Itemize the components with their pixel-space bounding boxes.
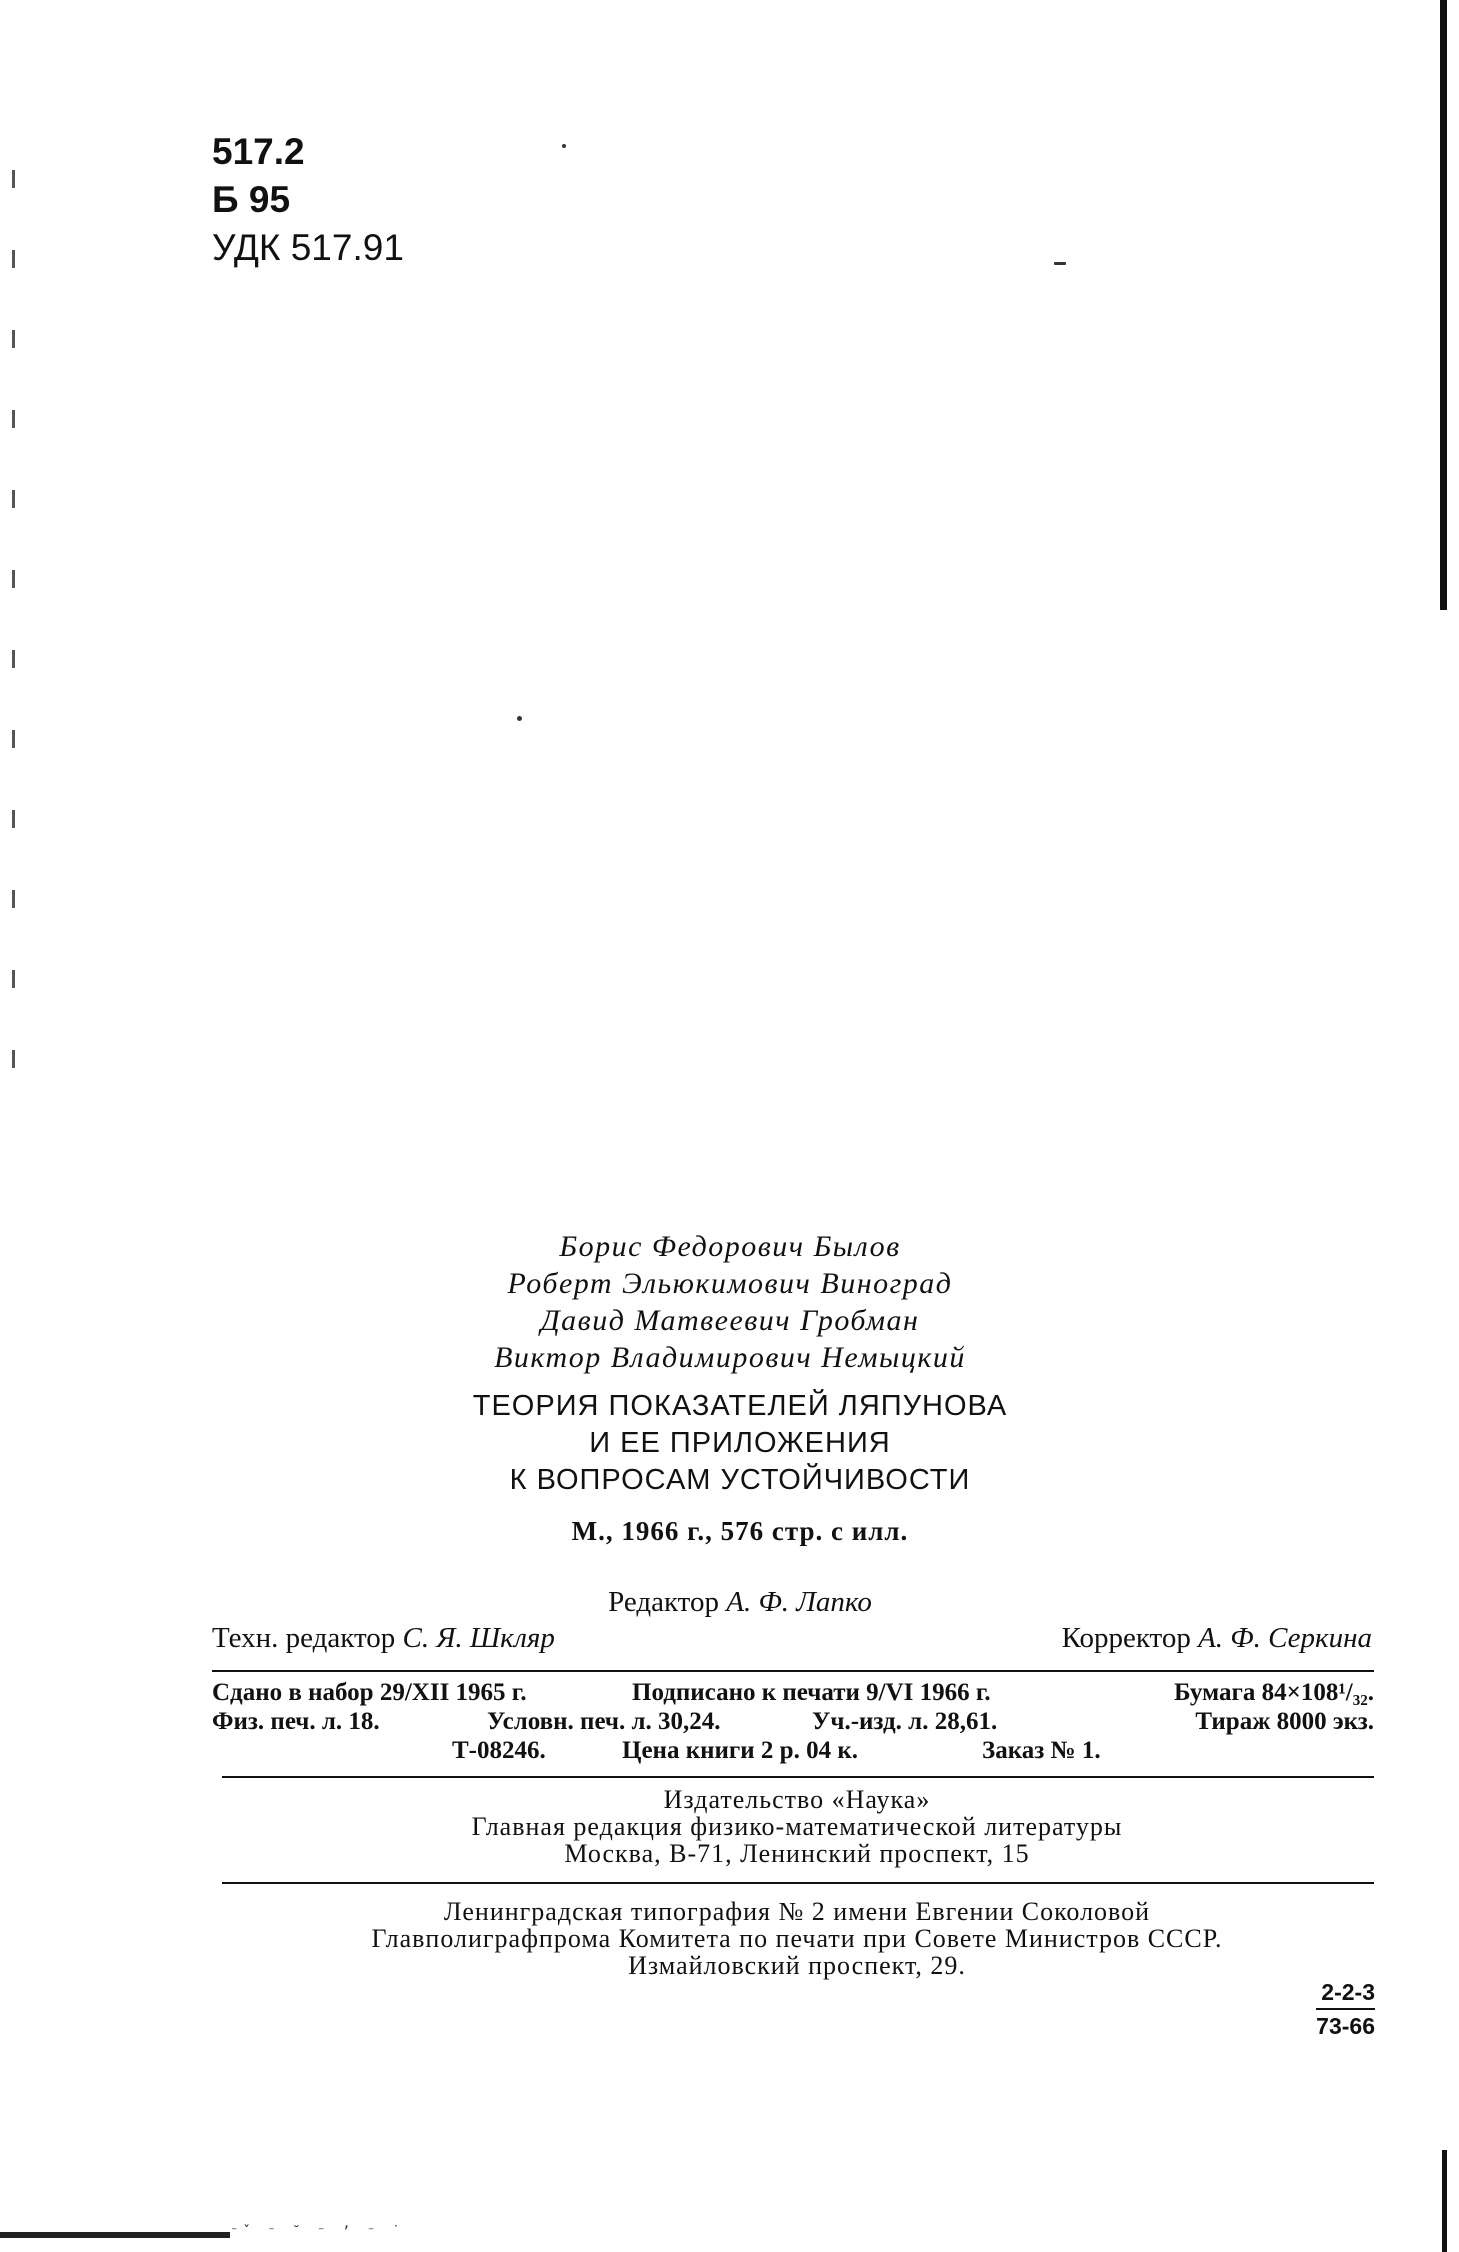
- scan-edge-right-bottom: [1442, 2150, 1447, 2252]
- printer-line: Ленинградская типография № 2 имени Евгении Соколовой: [443, 1897, 1151, 1926]
- scan-speck: [517, 716, 522, 721]
- printer-block: [222, 1898, 1372, 1979]
- scan-noise: ⁻ˇ ⁻ ˘ ⁻ ʼ ⁻ ˙: [230, 2224, 405, 2240]
- proofreader-label: Корректор: [1061, 1622, 1191, 1654]
- divider-rule: [222, 1776, 1374, 1778]
- scan-edge-right: [1440, 0, 1447, 610]
- editor-name: А. Ф. Лапко: [726, 1586, 872, 1618]
- code-bottom: 73-66: [1316, 2008, 1375, 2042]
- proofreader: [1062, 1622, 1372, 1655]
- paper-format: Бумага 84×108¹/₃₂.: [1174, 1679, 1374, 1706]
- tech-editor-label: Техн. редактор: [212, 1622, 396, 1654]
- scan-edge-left: [12, 170, 15, 1120]
- author-name: Роберт Эльюкимович Виноград: [507, 1267, 953, 1300]
- publication-info: М., 1966 г., 576 стр. с илл.: [571, 1516, 909, 1546]
- publisher-block: [222, 1786, 1372, 1867]
- price: Цена книги 2 р. 04 к.: [622, 1737, 858, 1764]
- tech-editor-name: С. Я. Шкляр: [402, 1622, 555, 1654]
- scan-edge-bottom: [0, 2232, 230, 2238]
- authors-list: [430, 1228, 1030, 1376]
- circulation: Тираж 8000 экз.: [1195, 1708, 1374, 1735]
- title-line: И ЕЕ ПРИЛОЖЕНИЯ: [589, 1427, 891, 1459]
- title-line: К ВОПРОСАМ УСТОЙЧИВОСТИ: [509, 1464, 971, 1496]
- editor-label: Редактор: [608, 1586, 719, 1618]
- divider-rule: [212, 1670, 1374, 1672]
- divider-rule: [222, 1882, 1374, 1884]
- book-title: [420, 1388, 1060, 1499]
- author-name: Давид Матвеевич Гробман: [540, 1304, 920, 1337]
- printer-line: Измайловский проспект, 29.: [628, 1951, 966, 1980]
- sent-to-set: Сдано в набор 29/XII 1965 г.: [212, 1679, 527, 1706]
- tech-editor: [212, 1622, 555, 1655]
- signed-to-print: Подписано к печати 9/VI 1966 г.: [632, 1679, 991, 1706]
- code-top: 2-2-3: [1321, 1979, 1375, 2005]
- proofreader-name: А. Ф. Серкина: [1198, 1622, 1372, 1654]
- printer-line: Главполиграфпрома Комитета по печати при Совете Министров СССР.: [371, 1924, 1223, 1953]
- conditional-sheets: Условн. печ. л. 30,24.: [487, 1708, 721, 1735]
- author-name: Борис Федорович Былов: [559, 1230, 901, 1263]
- author-name: Виктор Владимирович Немыцкий: [494, 1341, 966, 1374]
- publication-codes: [1285, 1976, 1375, 2042]
- author-mark: Б 95: [212, 179, 291, 220]
- publisher-line: Москва, В-71, Ленинский проспект, 15: [564, 1839, 1030, 1868]
- publisher-line: Издательство «Наука»: [663, 1785, 931, 1814]
- physical-sheets: Физ. печ. л. 18.: [212, 1708, 380, 1735]
- print-code: Т-08246.: [452, 1737, 546, 1764]
- editor-line: [420, 1586, 1060, 1619]
- print-info-block: [212, 1678, 1374, 1765]
- scan-speck: [562, 144, 566, 148]
- order-number: Заказ № 1.: [982, 1737, 1101, 1764]
- publisher-line: Главная редакция физико-математической литературы: [471, 1812, 1123, 1841]
- accounting-sheets: Уч.-изд. л. 28,61.: [812, 1708, 998, 1735]
- scan-speck: [1054, 262, 1066, 265]
- udk-code: УДК 517.91: [212, 227, 404, 268]
- classification-code: 517.2: [212, 131, 305, 172]
- classification-block: [212, 128, 404, 272]
- title-line: ТЕОРИЯ ПОКАЗАТЕЛЕЙ ЛЯПУНОВА: [472, 1390, 1008, 1422]
